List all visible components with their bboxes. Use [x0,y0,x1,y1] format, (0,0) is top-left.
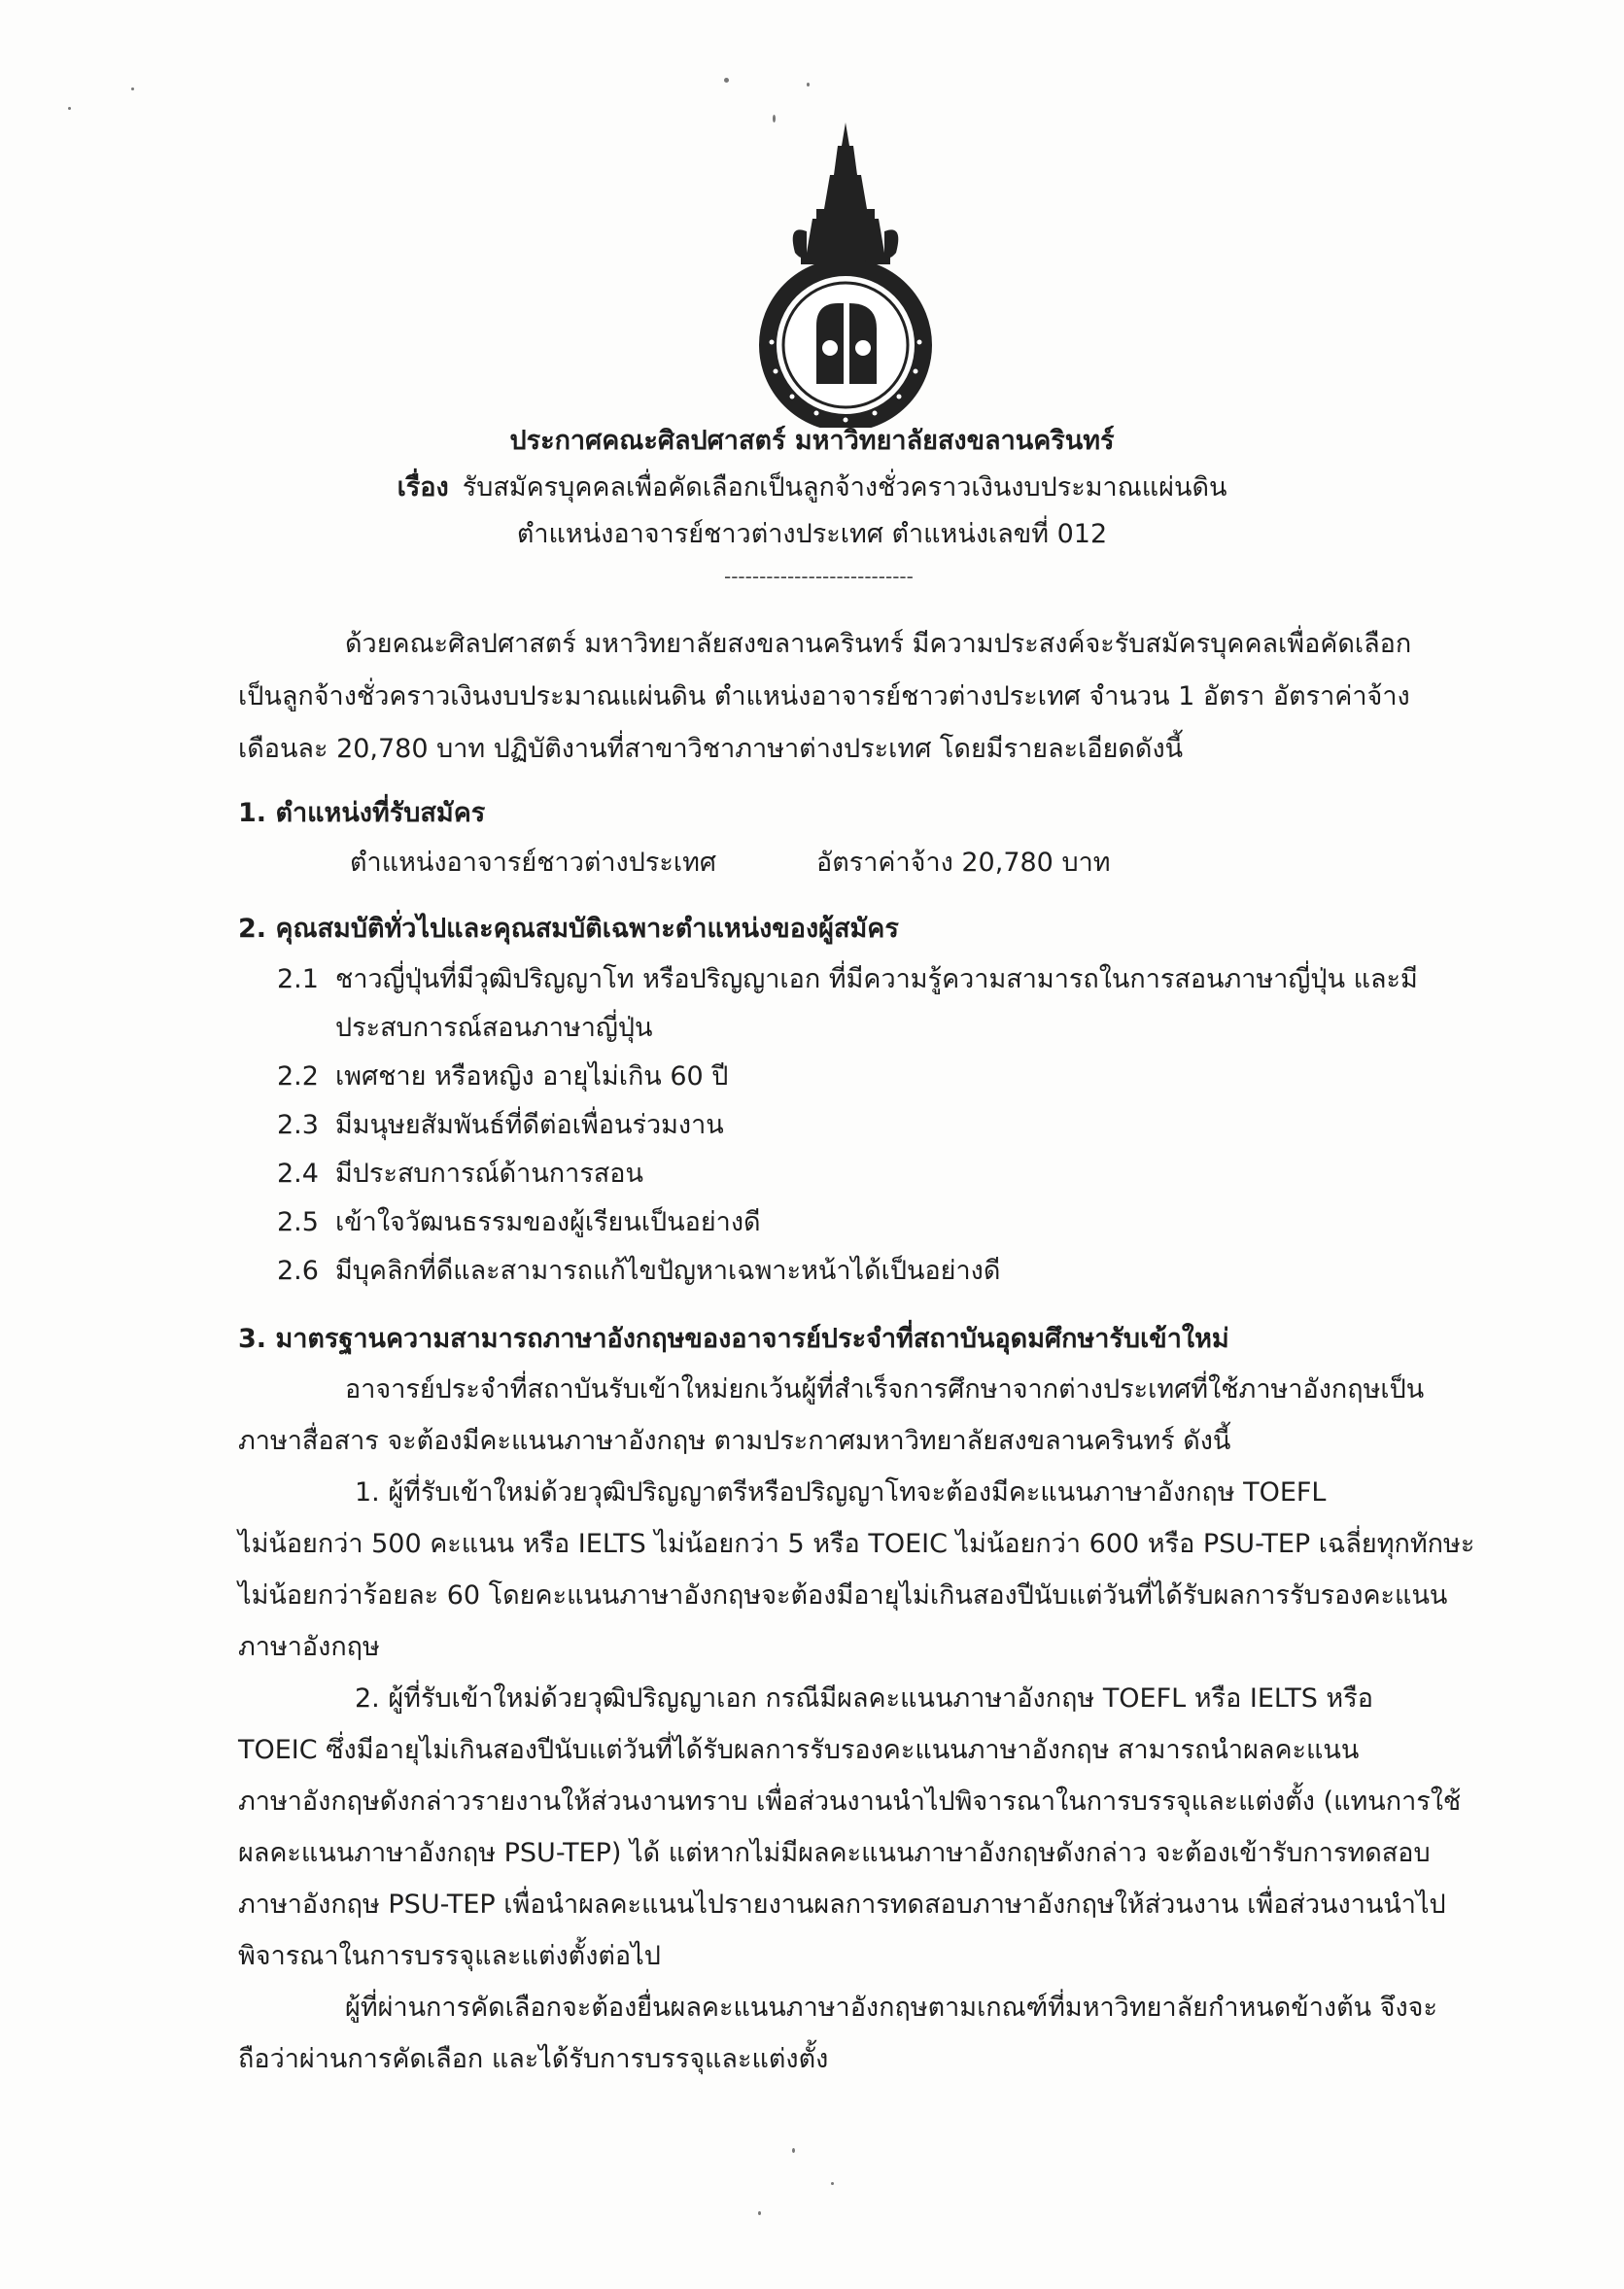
scan-speck [773,115,776,122]
university-seal-emblem [748,117,943,428]
item-2-3-text: มีมนุษยสัมพันธ์ที่ดีต่อเพื่อนร่วมงาน [335,1110,724,1140]
section-3-p2-line-2: ไม่น้อยกว่า 500 คะแนน หรือ IELTS ไม่น้อยกว่า 5 หรือ TOEIC ไม่น้อยกว่า 600 หรือ PSU-TEP เฉลี่ยทุกทักษะ [238,1529,1475,1559]
section-1-wage: อัตราค่าจ้าง 20,780 บาท [816,848,1111,878]
scan-speck [724,78,729,83]
scan-speck [831,2182,834,2185]
section-2-heading: 2. คุณสมบัติทั่วไปและคุณสมบัติเฉพาะตำแหน่งของผู้สมัคร [238,914,899,944]
section-3-p1-line-2: ภาษาสื่อสาร จะต้องมีคะแนนภาษาอังกฤษ ตามประกาศมหาวิทยาลัยสงขลานครินทร์ ดังนี้ [238,1426,1231,1456]
section-3-p3-line-2: TOEIC ซึ่งมีอายุไม่เกินสองปีนับแต่วันที่ได้รับผลการรับรองคะแนนภาษาอังกฤษ สามารถนำผลคะแนน [238,1735,1360,1765]
section-3-p2-line-3: ไม่น้อยกว่าร้อยละ 60 โดยคะแนนภาษาอังกฤษจะต้องมีอายุไม่เกินสองปีนับแต่วันที่ได้รับผลการรับรองคะแนน [238,1580,1448,1611]
item-2-3-number: 2.3 [277,1110,319,1140]
section-3-p3-line-6: พิจารณาในการบรรจุและแต่งตั้งต่อไป [238,1941,661,1971]
announcement-header [0,418,1624,558]
section-3-p4-line-1: ผู้ที่ผ่านการคัดเลือกจะต้องยื่นผลคะแนนภาษาอังกฤษตามเกณฑ์ที่มหาวิทยาลัยกำหนดข้างต้น จึงจะ [345,1993,1437,2023]
announcement-title: ประกาศคณะศิลปศาสตร์ มหาวิทยาลัยสงขลานครินทร์ [509,426,1115,456]
item-2-4-text: มีประสบการณ์ด้านการสอน [335,1159,643,1189]
item-2-2-number: 2.2 [277,1061,319,1092]
section-3-p4-line-2: ถือว่าผ่านการคัดเลือก และได้รับการบรรจุและแต่งตั้ง [238,2044,829,2074]
section-1-position: ตำแหน่งอาจารย์ชาวต่างประเทศ [350,848,717,878]
header-divider: --------------------------- [724,565,914,588]
intro-line-1: ด้วยคณะศิลปศาสตร์ มหาวิทยาลัยสงขลานครินทร์ มีความประสงค์จะรับสมัครบุคคลเพื่อคัดเลือก [345,629,1412,659]
item-2-1-line-1: ชาวญี่ปุ่นที่มีวุฒิปริญญาโท หรือปริญญาเอก ที่มีความรู้ความสามารถในการสอนภาษาญี่ปุ่น และมี [335,964,1418,994]
scan-speck [758,2211,761,2215]
scan-speck [131,87,134,90]
section-3-p2-line-4: ภาษาอังกฤษ [238,1632,380,1662]
scan-speck [68,107,71,110]
subject-line-2: ตำแหน่งอาจารย์ชาวต่างประเทศ ตำแหน่งเลขที่ 012 [516,519,1108,549]
item-2-2-text: เพศชาย หรือหญิง อายุไม่เกิน 60 ปี [335,1061,729,1092]
scan-speck [807,83,810,87]
intro-line-2: เป็นลูกจ้างชั่วคราวเงินงบประมาณแผ่นดิน ตำแหน่งอาจารย์ชาวต่างประเทศ จำนวน 1 อัตรา อัตราค่าจ้าง [238,681,1410,711]
subject-line-1: รับสมัครบุคคลเพื่อคัดเลือกเป็นลูกจ้างชั่วคราวเงินงบประมาณแผ่นดิน [462,472,1227,503]
item-2-6-number: 2.6 [277,1256,319,1286]
scan-speck [792,2148,795,2153]
section-3-heading: 3. มาตรฐานความสามารถภาษาอังกฤษของอาจารย์ประจำที่สถาบันอุดมศึกษารับเข้าใหม่ [238,1324,1229,1354]
section-3-p2-line-1: 1. ผู้ที่รับเข้าใหม่ด้วยวุฒิปริญญาตรีหรือปริญญาโทจะต้องมีคะแนนภาษาอังกฤษ TOEFL [355,1477,1327,1508]
item-2-5-number: 2.5 [277,1207,319,1237]
item-2-1-line-2: ประสบการณ์สอนภาษาญี่ปุ่น [335,1013,653,1043]
item-2-1-number: 2.1 [277,964,319,994]
item-2-4-number: 2.4 [277,1159,319,1189]
intro-line-3: เดือนละ 20,780 บาท ปฏิบัติงานที่สาขาวิชาภาษาต่างประเทศ โดยมีรายละเอียดดังนี้ [238,734,1184,764]
section-3-p3-line-4: ผลคะแนนภาษาอังกฤษ PSU-TEP) ได้ แต่หากไม่มีผลคะแนนภาษาอังกฤษดังกล่าว จะต้องเข้ารับการทดสอบ [238,1838,1431,1868]
section-3-p1-line-1: อาจารย์ประจำที่สถาบันรับเข้าใหม่ยกเว้นผู้ที่สำเร็จการศึกษาจากต่างประเทศที่ใช้ภาษาอังกฤษเป็น [345,1374,1425,1405]
section-1-heading: 1. ตำแหน่งที่รับสมัคร [238,798,486,828]
section-3-p3-line-5: ภาษาอังกฤษ PSU-TEP เพื่อนำผลคะแนนไปรายงานผลการทดสอบภาษาอังกฤษให้ส่วนงาน เพื่อส่วนงานนำไป [238,1890,1446,1920]
item-2-6-text: มีบุคลิกที่ดีและสามารถแก้ไขปัญหาเฉพาะหน้าได้เป็นอย่างดี [335,1256,1001,1286]
item-2-5-text: เข้าใจวัฒนธรรมของผู้เรียนเป็นอย่างดี [335,1207,761,1237]
section-3-p3-line-1: 2. ผู้ที่รับเข้าใหม่ด้วยวุฒิปริญญาเอก กรณีมีผลคะแนนภาษาอังกฤษ TOEFL หรือ IELTS หรือ [355,1683,1373,1714]
subject-label: เรื่อง [397,472,449,503]
announcement-subject [0,465,1624,511]
section-3-p3-line-3: ภาษาอังกฤษดังกล่าวรายงานให้ส่วนงานทราบ เพื่อส่วนงานนำไปพิจารณาในการบรรจุและแต่งตั้ง (แทนการใช้ [238,1786,1462,1817]
